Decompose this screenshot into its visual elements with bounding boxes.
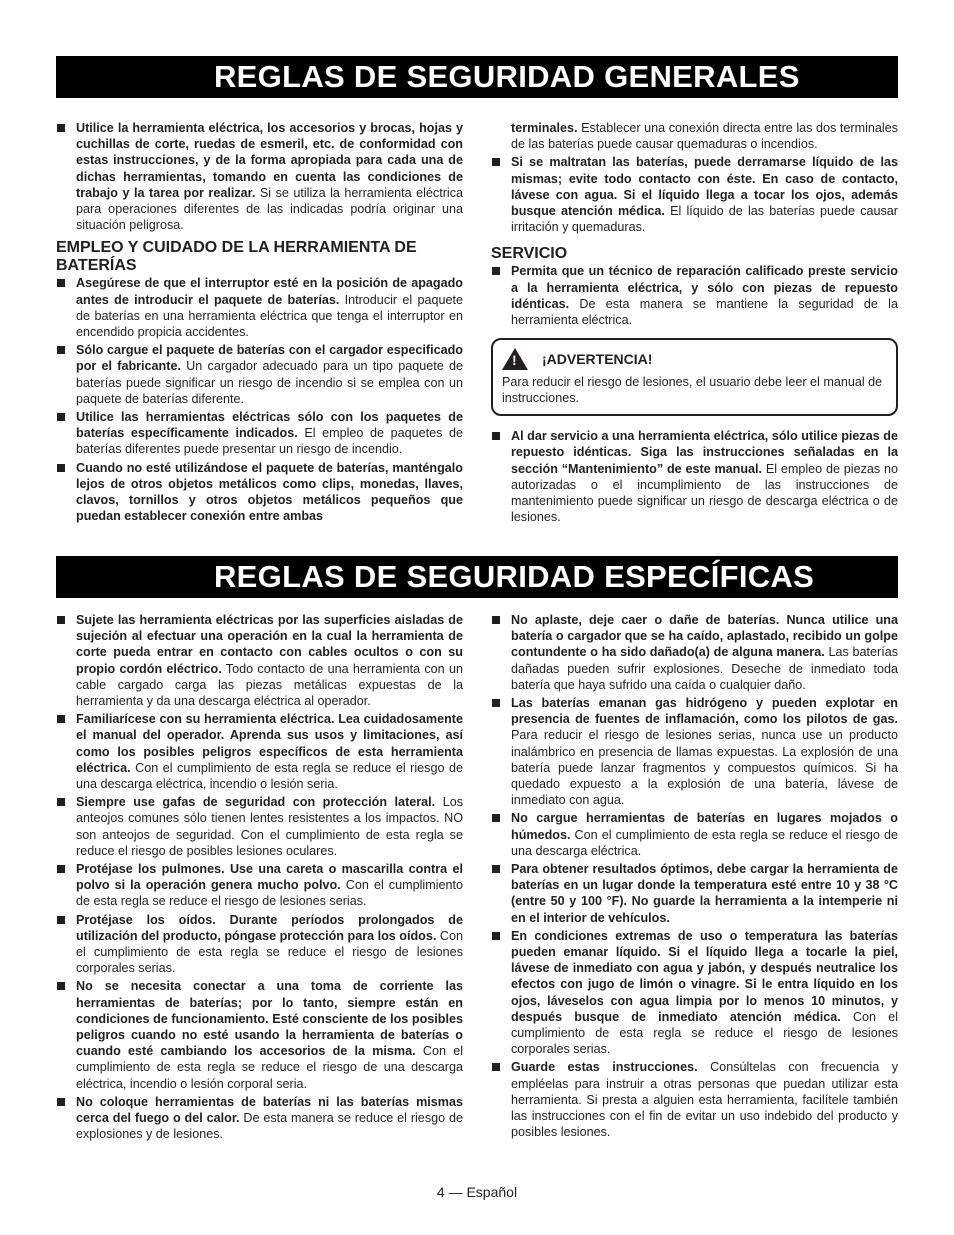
- list-item: Siempre use gafas de seguridad con protección lateral. Los anteojos comunes sólo tienen lentes resistentes a los impactos. NO son anteojos de seguridad. Con el cumplimiento de esta regla se reduce el riesgo de posibles lesiones oculares.: [56, 794, 463, 859]
- list-item: Protéjase los pulmones. Use una careta o mascarilla contra el polvo si la operación genera mucho polvo. Con el cumplimiento de esta regla se reduce el riesgo de lesiones serias.: [56, 861, 463, 910]
- list-item-continued: terminales. Establecer una conexión directa entre las dos terminales de las baterías puede causar quemaduras o incendios.: [511, 121, 898, 152]
- bullet-square-icon: [57, 279, 65, 287]
- list-item: Permita que un técnico de reparación calificado preste servicio a la herramienta eléctrica, y sólo con piezas de repuesto idénticas. De esta manera se mantiene la seguridad de la herramienta eléctrica.: [491, 263, 898, 328]
- list-item: Utilice la herramienta eléctrica, los accesorios y brocas, hojas y cuchillas de corte, ruedas de esmeril, etc. de conformidad con estas instrucciones, y de la forma apropiada para cada una de dichas herramientas, tomando en cuenta las condiciones de trabajo y la tarea por realizar. Si se utiliza la herramienta eléctrica para operaciones diferentes de las indicadas podría originar una situación peligrosa.: [56, 120, 463, 233]
- page-footer: 4 — Español: [436, 1184, 518, 1200]
- warning-text: Para reducir el riesgo de lesiones, el usuario debe leer el manual de instrucciones.: [502, 375, 883, 406]
- bullet-square-icon: [57, 464, 65, 472]
- bullet-square-icon: [57, 1098, 65, 1106]
- warning-header: [502, 348, 887, 370]
- bullet-square-icon: [57, 982, 65, 990]
- bullet-square-icon: [57, 865, 65, 873]
- list-item: Cuando no esté utilizándose el paquete de baterías, manténgalo lejos de otros objetos metálicos como clips, monedas, llaves, clavos, tornillos y otros objetos metálicos pequeños que puedan establecer conexión entre ambas: [56, 460, 463, 525]
- section-heading-service: SERVICIO: [491, 245, 568, 263]
- list-item: Familiarícese con su herramienta eléctrica. Lea cuidadosamente el manual del operador. Aprenda sus usos y limitaciones, así como los posibles peligros específicos de esta herramienta eléctrica. Con el cumplimiento de esta regla se reduce el riesgo de una descarga eléctrica, incendio o lesión seria.: [56, 711, 463, 792]
- list-item: No coloque herramientas de baterías ni las baterías mismas cerca del fuego o del calor. De esta manera se reduce el riesgo de explosiones y de lesiones.: [56, 1094, 463, 1143]
- bullet-square-icon: [492, 267, 500, 275]
- general-left-column: [56, 120, 463, 526]
- general-right-column: [491, 120, 898, 527]
- list-item: Asegúrese de que el interruptor esté en la posición de apagado antes de introducir el paquete de baterías. Introducir el paquete de baterías en una herramienta eléctrica que tenga el interruptor en encendido propicia accidentes.: [56, 275, 463, 340]
- bullet-square-icon: [57, 616, 65, 624]
- bullet-square-icon: [492, 865, 500, 873]
- list-item: Sujete las herramienta eléctricas por las superficies aisladas de sujeción al efectuar una operación en la cual la herramienta de corte pueda entrar en contacto con cables ocultos o con su propio cordón eléctrico. Todo contacto de una herramienta con un cable cargado carga las piezas metálicas expuestas de la herramienta y da una descarga eléctrica al operador.: [56, 612, 463, 709]
- bullet-square-icon: [492, 158, 500, 166]
- list-item: En condiciones extremas de uso o temperatura las baterías pueden emanar líquido. Si el líquido llega a tocarle la piel, lávese de inmediato con agua y jabón, y después neutralice los efectos con jugo de limón o vinagre. Si le entra líquido en los ojos, láveselos con agua limpia por lo menos 10 minutos, y después busque de inmediato atención médica. Con el cumplimiento de esta regla se reduce el riesgo de lesiones corporales serias.: [491, 928, 898, 1058]
- bullet-square-icon: [57, 798, 65, 806]
- bullet-square-icon: [57, 715, 65, 723]
- list-item: No se necesita conectar a una toma de corriente las herramientas de baterías; por lo tanto, siempre están en condiciones de funcionamiento. Esté consciente de los posibles peligros cuando no esté usando la herramienta de baterías o cuando esté cambiando los accesorios de la misma. Con el cumplimiento de esta regla se reduce el riesgo de una descarga eléctrica, incendio o lesión corporal seria.: [56, 978, 463, 1091]
- specific-left-column: [56, 612, 463, 1145]
- bullet-square-icon: [492, 1063, 500, 1071]
- bullet-square-icon: [492, 814, 500, 822]
- bullet-square-icon: [57, 413, 65, 421]
- banner-specific-rules: REGLAS DE SEGURIDAD ESPECÍFICAS: [56, 556, 898, 598]
- list-item: Las baterías emanan gas hidrógeno y pueden explotar en presencia de fuentes de inflamación, como los pilotos de gas. Para reducir el riesgo de lesiones serias, nunca use un producto inalámbrico en presencia de llamas expuestas. La explosión de una batería puede lanzar fragmentos y compuestos químicos. Si ha quedado expuesto a la explosión de una batería, lávese de inmediato con agua.: [491, 695, 898, 808]
- list-item: Al dar servicio a una herramienta eléctrica, sólo utilice piezas de repuesto idénticas. Siga las instrucciones señaladas en la sección “Mantenimiento” de este manual. El empleo de piezas no autorizadas o el incumplimiento de las instrucciones de mantenimiento puede significar un riesgo de descarga eléctrica o de lesiones.: [491, 428, 898, 525]
- bullet-square-icon: [492, 932, 500, 940]
- bullet-square-icon: [492, 432, 500, 440]
- warning-triangle-icon: !: [502, 348, 528, 370]
- list-item: Utilice las herramientas eléctricas sólo con los paquetes de baterías específicamente indicados. El empleo de paquetes de baterías diferentes puede presentar un riesgo de incendio.: [56, 409, 463, 458]
- bullet-square-icon: [57, 346, 65, 354]
- specific-right-column: [491, 612, 898, 1143]
- list-item: Para obtener resultados óptimos, debe cargar la herramienta de baterías en un lugar donde la temperatura esté entre 10 y 38 °C (entre 50 y 100 °F). No guarde la herramienta a la intemperie ni en el interior de vehículos.: [491, 861, 898, 926]
- warning-box: [491, 338, 898, 416]
- list-item: No aplaste, deje caer o dañe de baterías. Nunca utilice una batería o cargador que se ha caído, aplastado, recibido un golpe contundente o ha sido dañado(a) de alguna manera. Las baterías dañadas pueden sufrir explosiones. Deseche de inmediato toda batería que haya sufrido una caída o cualquier daño.: [491, 612, 898, 693]
- list-item: Sólo cargue el paquete de baterías con el cargador especificado por el fabricante. Un cargador adecuado para un tipo paquete de baterías puede significar un riesgo de incendio si se emplea con un paquete de baterías diferente.: [56, 342, 463, 407]
- bullet-square-icon: [492, 616, 500, 624]
- list-item: Guarde estas instrucciones. Consúltelas con frecuencia y empléelas para instruir a otras personas que puedan utilizar esta herramienta. Si presta a alguien esta herramienta, facilítele también las instrucciones con el fin de evitar un uso indebido del producto y posibles lesiones.: [491, 1059, 898, 1140]
- banner-general-rules: REGLAS DE SEGURIDAD GENERALES: [56, 56, 898, 98]
- section-heading-battery: EMPLEO Y CUIDADO DE LA HERRAMIENTA DE BATERÍAS: [56, 239, 417, 275]
- bullet-square-icon: [492, 699, 500, 707]
- list-item: Si se maltratan las baterías, puede derramarse líquido de las mismas; evite todo contacto con éste. En caso de contacto, lávese con agua. Si el líquido llega a tocar los ojos, además busque atención médica. El líquido de las baterías puede causar irritación y quemaduras.: [491, 154, 898, 235]
- bullet-square-icon: [57, 916, 65, 924]
- bullet-square-icon: [57, 124, 65, 132]
- warning-title: ¡ADVERTENCIA!: [542, 351, 653, 368]
- list-item: Protéjase los oídos. Durante períodos prolongados de utilización del producto, póngase protección para los oídos. Con el cumplimiento de esta regla se reduce el riesgo de lesiones corporales serias.: [56, 912, 463, 977]
- list-item: No cargue herramientas de baterías en lugares mojados o húmedos. Con el cumplimiento de esta regla se reduce el riesgo de una descarga eléctrica.: [491, 810, 898, 859]
